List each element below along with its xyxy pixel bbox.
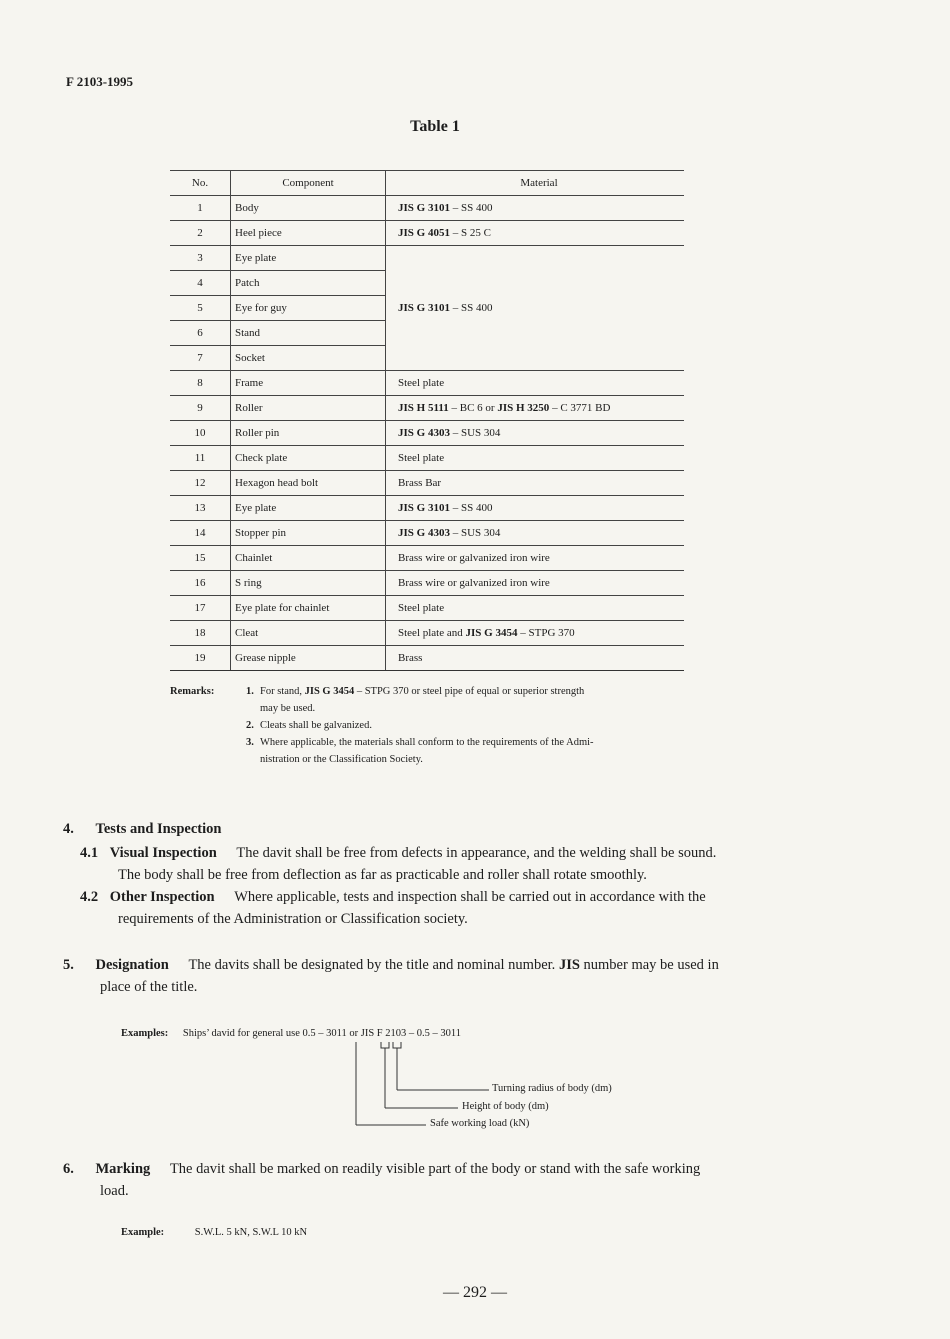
cell-component: Hexagon head bolt — [231, 471, 386, 496]
remark-continuation: nistration or the Classification Society. — [260, 754, 423, 765]
remark-number: 2. — [246, 720, 254, 731]
table-row — [170, 496, 684, 521]
remark-text: For stand, JIS G 3454 – STPG 370 or steel pipe of equal or superior strength — [260, 686, 585, 697]
table-title: Table 1 — [410, 118, 460, 135]
table-row — [170, 596, 684, 621]
table-row — [170, 271, 684, 296]
cell-no: 8 — [170, 371, 231, 396]
table-row — [170, 521, 684, 546]
cell-component: Chainlet — [231, 546, 386, 571]
cell-no: 10 — [170, 421, 231, 446]
section-title: Designation — [95, 957, 169, 973]
cell-no: 16 — [170, 571, 231, 596]
table-header-row — [170, 171, 684, 196]
section-4-2-cont: requirements of the Administration or Classification society. — [118, 911, 468, 927]
cell-no: 4 — [170, 271, 231, 296]
subsection-text: The davit shall be free from defects in appearance, and the welding shall be sound. — [236, 845, 717, 861]
table-row — [170, 371, 684, 396]
cell-material — [386, 246, 685, 271]
cell-material: JIS H 5111 – BC 6 or JIS H 3250 – C 3771 BD — [386, 396, 685, 421]
table-row — [170, 471, 684, 496]
cell-component: Grease nipple — [231, 646, 386, 671]
cell-component: Stopper pin — [231, 521, 386, 546]
subsection-title: Visual Inspection — [109, 845, 217, 861]
section-number: 4. — [63, 821, 74, 837]
section-4-2 — [80, 886, 820, 908]
section-text: The davit shall be marked on readily visible part of the body or stand with the safe working — [169, 1161, 701, 1177]
header-material: Material — [386, 171, 685, 196]
section-6 — [63, 1158, 823, 1180]
section-6-cont: load. — [100, 1183, 129, 1199]
remark-item — [246, 717, 706, 734]
table-row — [170, 546, 684, 571]
cell-component: Check plate — [231, 446, 386, 471]
cell-component: Eye for guy — [231, 296, 386, 321]
bracket-height — [381, 1042, 389, 1048]
annotation-turning-radius: Turning radius of body (dm) — [492, 1083, 612, 1094]
section-5-cont: place of the title. — [100, 979, 198, 995]
table-row — [170, 296, 684, 321]
cell-material — [386, 346, 685, 371]
remark-item — [246, 734, 706, 768]
table-row — [170, 571, 684, 596]
cell-no: 2 — [170, 221, 231, 246]
cell-component: Cleat — [231, 621, 386, 646]
cell-material: Brass wire or galvanized iron wire — [386, 546, 685, 571]
remark-number: 3. — [246, 737, 254, 748]
table-row — [170, 421, 684, 446]
bracket-turning — [393, 1042, 401, 1048]
cell-no: 15 — [170, 546, 231, 571]
cell-material: JIS G 4303 – SUS 304 — [386, 521, 685, 546]
section-4-heading — [63, 818, 221, 840]
table-row — [170, 646, 684, 671]
table-body — [170, 196, 684, 671]
cell-material: Brass — [386, 646, 685, 671]
cell-material — [386, 321, 685, 346]
table-row — [170, 396, 684, 421]
page-number: — 292 — — [443, 1284, 507, 1301]
cell-no: 14 — [170, 521, 231, 546]
cell-material: Steel plate and JIS G 3454 – STPG 370 — [386, 621, 685, 646]
cell-material: JIS G 4051 – S 25 C — [386, 221, 685, 246]
cell-component: Body — [231, 196, 386, 221]
table-row — [170, 621, 684, 646]
cell-no: 17 — [170, 596, 231, 621]
designation-example — [121, 1028, 461, 1039]
table-row — [170, 321, 684, 346]
header-no: No. — [170, 171, 231, 196]
remarks-label: Remarks: — [170, 686, 215, 697]
remark-number: 1. — [246, 686, 254, 697]
table-row — [170, 196, 684, 221]
section-4-1-cont: The body shall be free from deflection as far as practicable and roller shall rotate smoothly. — [118, 867, 647, 883]
subsection-number: 4.2 — [80, 889, 99, 905]
table-row — [170, 221, 684, 246]
cell-no: 18 — [170, 621, 231, 646]
cell-material: JIS G 4303 – SUS 304 — [386, 421, 685, 446]
section-number: 5. — [63, 957, 74, 973]
marking-example — [121, 1227, 307, 1238]
cell-component: Frame — [231, 371, 386, 396]
standard-number: F 2103-1995 — [66, 74, 134, 89]
header-component: Component — [231, 171, 386, 196]
annotation-safe-working-load: Safe working load (kN) — [430, 1118, 530, 1129]
section-number: 6. — [63, 1161, 74, 1177]
cell-no: 1 — [170, 196, 231, 221]
cell-component: Roller pin — [231, 421, 386, 446]
examples-label: Examples: — [121, 1028, 169, 1039]
remark-text: Cleats shall be galvanized. — [260, 720, 372, 731]
remark-continuation: may be used. — [260, 703, 316, 714]
cell-material: Brass wire or galvanized iron wire — [386, 571, 685, 596]
cell-component: Roller — [231, 396, 386, 421]
cell-material: JIS G 3101 – SS 400 — [398, 302, 493, 314]
example-text: S.W.L. 5 kN, S.W.L 10 kN — [194, 1227, 308, 1238]
cell-no: 11 — [170, 446, 231, 471]
cell-material: JIS G 3101 – SS 400 — [386, 496, 685, 521]
cell-material: JIS G 3101 – SS 400 — [386, 196, 685, 221]
subsection-number: 4.1 — [80, 845, 99, 861]
jis-mark: JIS — [558, 957, 580, 973]
cell-no: 13 — [170, 496, 231, 521]
cell-component: Eye plate — [231, 246, 386, 271]
cell-component: Socket — [231, 346, 386, 371]
cell-no: 3 — [170, 246, 231, 271]
cell-component: S ring — [231, 571, 386, 596]
cell-component: Stand — [231, 321, 386, 346]
example-label: Example: — [121, 1227, 165, 1238]
section-text: The davits shall be designated by the title and nominal number. — [188, 957, 556, 973]
section-5 — [63, 954, 823, 976]
materials-table — [170, 170, 684, 671]
cell-no: 19 — [170, 646, 231, 671]
section-title: Tests and Inspection — [95, 821, 222, 837]
table-row — [170, 446, 684, 471]
cell-component: Eye plate — [231, 496, 386, 521]
section-title: Marking — [95, 1161, 151, 1177]
cell-no: 6 — [170, 321, 231, 346]
annotation-height: Height of body (dm) — [462, 1101, 549, 1112]
cell-material: Steel plate — [386, 446, 685, 471]
cell-no: 12 — [170, 471, 231, 496]
subsection-text: Where applicable, tests and inspection shall be carried out in accordance with the — [234, 889, 706, 905]
cell-material: Steel plate — [386, 596, 685, 621]
example-text: Ships’ david for general use 0.5 – 3011 or JIS F 2103 – 0.5 – 3011 — [182, 1028, 462, 1039]
table-row — [170, 246, 684, 271]
section-text: number may be used in — [583, 957, 719, 973]
cell-component: Heel piece — [231, 221, 386, 246]
cell-material: Steel plate — [386, 371, 685, 396]
cell-material: Brass Bar — [386, 471, 685, 496]
remark-item — [246, 683, 706, 717]
cell-component: Eye plate for chainlet — [231, 596, 386, 621]
cell-component: Patch — [231, 271, 386, 296]
remark-text: Where applicable, the materials shall conform to the requirements of the Admi- — [260, 737, 594, 748]
subsection-title: Other Inspection — [109, 889, 215, 905]
table-row — [170, 346, 684, 371]
cell-no: 9 — [170, 396, 231, 421]
cell-no: 7 — [170, 346, 231, 371]
cell-material — [386, 271, 685, 296]
remarks-list — [246, 683, 706, 768]
section-4-1 — [80, 842, 820, 864]
cell-no: 5 — [170, 296, 231, 321]
